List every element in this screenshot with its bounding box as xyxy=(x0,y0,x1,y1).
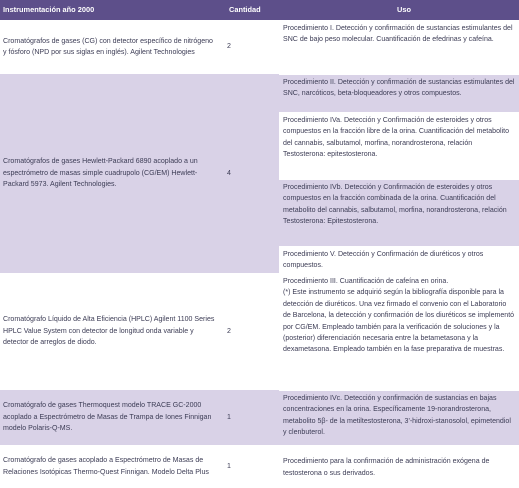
use-cell: Procedimiento IVc. Detección y confirmación de sustancias en bajas concentraciones en la orina. Específicamente 19-norandrosterona, metabolito 5β- de la metiltestosterona, 3'-hidroxi-stanosolol, epimetendiol y clenbuterol. xyxy=(279,390,519,445)
table-row xyxy=(0,74,519,273)
instrument-cell: Cromatógrafo de gases acoplado a Espectrómetro de Masas de Relaciones Isotópicas Thermo-Quest Finnigan. Modelo Delta Plus xyxy=(0,445,220,488)
table-row xyxy=(0,445,519,488)
instrument-cell: Cromatógrafos de gases Hewlett-Packard 6890 acoplado a un espectrómetro de masas simple cuadrupolo (CG/EM) Hewlett-Packard 5973. Agilent Technologies. xyxy=(0,74,220,273)
use-cell: Procedimiento II. Detección y confirmación de sustancias estimulantes del SNC, narcóticos, beta-bloqueadores y otros compuestos. xyxy=(279,74,519,112)
quantity-cell: 4 xyxy=(220,74,279,273)
use-cell: Procedimiento III. Cuantificación de cafeína en orina. (*) Este instrumento se adquirió según la bibliografía disponible para la detección de diuréticos. Una vez firmado el convenio con el Laboratorio de Barcelona, la detección y confirmación de los diuréticos se implementó por CG/EM. Empleado también para la verificación de soluciones y la (posterior) diferenciación necesaria entre la betametasona y la dexametasona. Empleado también en la fase preparativa de muestras. xyxy=(279,273,519,390)
use-cell: Procedimiento V. Detección y Confirmación de diuréticos y otros compuestos. xyxy=(279,246,519,273)
use-cell: Procedimiento para la confirmación de administración exógena de testosterona o sus derivados. xyxy=(279,445,519,488)
instrument-cell: Cromatógrafo de gases Thermoquest modelo TRACE GC-2000 acoplado a Espectrómetro de Masas de Trampa de Iones Finnigan modelo Polaris-Q-MS. xyxy=(0,390,220,445)
quantity-cell: 1 xyxy=(220,390,279,445)
instrument-cell: Cromatógrafos de gases (CG) con detector específico de nitrógeno y fósforo (NPD por sus siglas en inglés). Agilent Technologies xyxy=(0,20,220,74)
table-row xyxy=(0,20,519,74)
header-quantity: Cantidad xyxy=(229,5,261,15)
quantity-cell: 2 xyxy=(220,20,279,74)
use-cell: Procedimiento IVa. Detección y Confirmación de esteroides y otros compuestos en la fracción libre de la orina. Cuantificación del metabolito del cannabis, salbutamol, morfina, norandrosterona, relación Testosterona: epitestosterona. xyxy=(279,112,519,179)
table-row xyxy=(0,273,519,390)
table-row xyxy=(0,390,519,445)
quantity-cell: 2 xyxy=(220,273,279,390)
instrument-cell: Cromatógrafo Líquido de Alta Eficiencia (HPLC) Agilent 1100 Series HPLC Value System con detector de longitud onda variable y detector de arreglos de diodo. xyxy=(0,273,220,390)
use-cell: Procedimiento I. Detección y confirmación de sustancias estimulantes del SNC de bajo peso molecular. Cuantificación de efedrinas y cafeína. xyxy=(279,20,519,74)
header-use: Uso xyxy=(397,5,411,15)
use-cell: Procedimiento IVb. Detección y Confirmación de esteroides y otros compuestos en la fracción combinada de la orina. Cuantificación del metabolito del cannabis, salbutamol, morfina, norandrosterona, relación Testosterona: Epitestosterona. xyxy=(279,179,519,246)
table-header xyxy=(0,0,519,20)
quantity-cell: 1 xyxy=(220,445,279,488)
header-instrumentation: Instrumentación año 2000 xyxy=(3,5,95,15)
